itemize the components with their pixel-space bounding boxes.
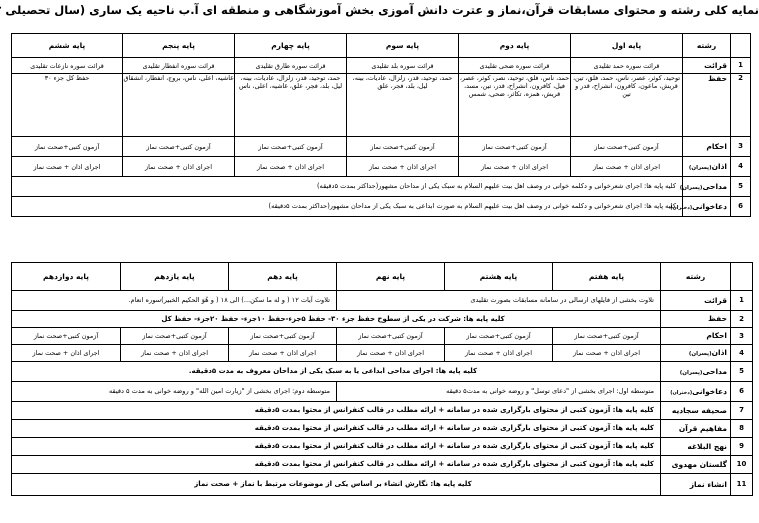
row-number: 5	[731, 362, 753, 382]
table-cell: اجرای اذان + صحت نماز	[445, 345, 553, 362]
field-name: اذان(پسران)	[683, 157, 731, 177]
table-cell: آزمون کتبی+صحت نماز	[553, 328, 661, 345]
field-name: دعاخوانی(دختران)	[683, 197, 731, 217]
merged-cell: کلیه پایه ها: آزمون کتبی از محتوای بارگزاری شده در سامانه + ارائه مطلب در قالب کنفرانس از محتوا بمدت ۵دقیقه	[12, 438, 661, 456]
merged-cell: کلیه پایه ها: نگارش انشاء بر اساس یکی از موضوعات مرتبط با نماز + صحت نماز	[12, 474, 661, 496]
merged-cell: کلیه پایه ها: اجرای مداحی ابداعی یا به سبک یکی از مداحان معروف به مدت ۵دقیقه.	[12, 362, 661, 382]
row-number: 2	[731, 311, 753, 328]
merged-cell: کلیه پایه ها: اجرای شعرخوانی و دکلمه خوانی در وصف اهل بیت علیهم السلام به صورت ابداعی به سبک یکی از مداحان مشهور(حداکثر بمدت ۵دقیقه)	[12, 197, 683, 217]
col-header-grade-6: پایه ششم	[12, 34, 123, 58]
field-name: صحیفه سجادیه	[661, 402, 731, 420]
table-cell: قرائت سوره انفطار تقلیدی	[123, 58, 235, 74]
table-row	[12, 402, 753, 420]
field-name: اذان(پسران)	[661, 345, 731, 362]
table-cell: قرائت سوره بلد تقلیدی	[347, 58, 459, 74]
table-cell: قرائت سوره طارق تقلیدی	[235, 58, 347, 74]
merged-cell: متوسطه اول: اجرای بخشی از "دعای توسل" و روضه خوانی به مدت۵ دقیقه	[337, 382, 661, 402]
table-cell: آزمون کتبی+صحت نماز	[121, 328, 229, 345]
merged-cell: تلاوت آیات ۱۲ ( و له ما سکن...) الی ۱۸ ( و هُوَ الحکیم الخبیر)سوره انعام.	[12, 291, 337, 311]
table-cell: اجرای اذان + صحت نماز	[235, 157, 347, 177]
primary-grades-table	[11, 33, 751, 217]
col-header-field: رشته	[683, 34, 731, 58]
field-name: مداحی(پسران)	[683, 177, 731, 197]
table-row	[12, 474, 753, 496]
table-cell: حمد، ناس، فلق، توحید، نصر، کوثر، عصر، فیل، کافرون، انشراح، قدر، تین، مسد، قریش، همزه، تکاثر، ضحی، شمس	[459, 74, 571, 137]
table-row	[12, 382, 753, 402]
row-number: 6	[731, 197, 751, 217]
field-name: گلستان مهدوی	[661, 456, 731, 474]
merged-cell: تلاوت بخشی از فایلهای ارسالی در سامانه مسابقات بصورت تقلیدی	[337, 291, 661, 311]
col-header-grade-11: پایه یازدهم	[121, 263, 229, 291]
table-row	[12, 345, 753, 362]
col-header-field: رشته	[661, 263, 731, 291]
table-cell: حفظ کل جزء ۳۰	[12, 74, 123, 137]
col-header-number	[731, 34, 751, 58]
row-number: 10	[731, 456, 753, 474]
table-cell: قرائت سوره نازعات تقلیدی	[12, 58, 123, 74]
table-cell: اجرای اذان + صحت نماز	[553, 345, 661, 362]
field-name: قرائت	[661, 291, 731, 311]
table-cell: حمد، توحید، قدر، زلزال، عادیات، بینه، لیل، بلد، فجر، علق	[347, 74, 459, 137]
col-header-grade-10: پایه دهم	[229, 263, 337, 291]
row-number: 9	[731, 438, 753, 456]
merged-cell: کلیه پایه ها: آزمون کتبی از محتوای بارگزاری شده در سامانه + ارائه مطلب در قالب کنفرانس از محتوا بمدت ۵دقیقه	[12, 456, 661, 474]
table-cell: اجرای اذان + صحت نماز	[337, 345, 445, 362]
row-number: 5	[731, 177, 751, 197]
table-header-row	[12, 263, 753, 291]
table-cell: آزمون کتبی+صحت نماز	[347, 137, 459, 157]
row-number: 8	[731, 420, 753, 438]
table-row	[12, 311, 753, 328]
merged-cell: کلیه پایه ها: آزمون کتبی از محتوای بارگزاری شده در سامانه + ارائه مطلب در قالب کنفرانس از محتوا بمدت ۵دقیقه	[12, 402, 661, 420]
row-number: 2	[731, 74, 751, 137]
field-name: مفاهیم قرآن	[661, 420, 731, 438]
row-number: 4	[731, 157, 751, 177]
table-row	[12, 362, 753, 382]
table-cell: اجرای اذان + صحت نماز	[123, 157, 235, 177]
row-number: 11	[731, 474, 753, 496]
field-name: نهج البلاغه	[661, 438, 731, 456]
field-name: مداحی(پسران)	[661, 362, 731, 382]
table-cell: آزمون کتبی+صحت نماز	[235, 137, 347, 157]
col-header-grade-5: پایه پنجم	[123, 34, 235, 58]
table-row	[12, 420, 753, 438]
table-cell: قرائت سوره ضحی تقلیدی	[459, 58, 571, 74]
col-header-grade-1: پایه اول	[571, 34, 683, 58]
table-cell: حمد، توحید، قدر، زلزال، عادیات، بینه، لیل، بلد، فجر، علق، غاشیه، اعلی، ناس	[235, 74, 347, 137]
table-cell: آزمون کتبی+صحت نماز	[12, 137, 123, 157]
col-header-number	[731, 263, 753, 291]
row-number: 4	[731, 345, 753, 362]
row-number: 6	[731, 382, 753, 402]
field-name: حفظ	[661, 311, 731, 328]
merged-cell: کلیه پایه ها: شرکت در یکی از سطوح حفظ جزء ۳۰- حفظ ۵جزء-حفظ ۱۰جزء- حفظ ۲۰جزء- حفظ کل	[12, 311, 661, 328]
table-row	[12, 438, 753, 456]
col-header-grade-8: پایه هشتم	[445, 263, 553, 291]
row-number: 7	[731, 402, 753, 420]
field-name: انشاء نماز	[661, 474, 731, 496]
table-cell: آزمون کتبی+صحت نماز	[229, 328, 337, 345]
table-cell: اجرای اذان + صحت نماز	[347, 157, 459, 177]
table-cell: اجرای اذان + صحت نماز	[229, 345, 337, 362]
row-number: 1	[731, 58, 751, 74]
col-header-grade-3: پایه سوم	[347, 34, 459, 58]
field-name: احکام	[661, 328, 731, 345]
table-row	[12, 456, 753, 474]
table-row	[12, 137, 751, 157]
table-cell: آزمون کتبی+صحت نماز	[445, 328, 553, 345]
table-cell: توحید، کوثر، عصر، ناس، حمد، فلق، تین، قریش، ماعون، کافرون، انشراح، قدر و تین	[571, 74, 683, 137]
merged-cell: کلیه پایه ها: آزمون کتبی از محتوای بارگزاری شده در سامانه + ارائه مطلب در قالب کنفرانس از محتوا بمدت ۵دقیقه	[12, 420, 661, 438]
table-cell: قرائت سوره حمد تقلیدی	[571, 58, 683, 74]
field-name: حفظ	[683, 74, 731, 137]
table-cell: آزمون کتبی+صحت نماز	[571, 137, 683, 157]
table-row	[12, 157, 751, 177]
row-number: 3	[731, 328, 753, 345]
row-number: 1	[731, 291, 753, 311]
table-header-row	[12, 34, 751, 58]
field-name: دعاخوانی(دختران)	[661, 382, 731, 402]
col-header-grade-2: پایه دوم	[459, 34, 571, 58]
col-header-grade-4: پایه چهارم	[235, 34, 347, 58]
table-row	[12, 58, 751, 74]
row-number: 3	[731, 137, 751, 157]
table-cell: اجرای اذان + صحت نماز	[12, 345, 121, 362]
table-cell: اجرای اذان + صحت نماز	[12, 157, 123, 177]
table-cell: غاشیه، اعلی، ناس، بروج، انفطار، انشقاق	[123, 74, 235, 137]
table-cell: آزمون کتبی+صحت نماز	[12, 328, 121, 345]
field-name: قرائت	[683, 58, 731, 74]
table-cell: اجرای اذان + صحت نماز	[571, 157, 683, 177]
table-row	[12, 177, 751, 197]
table-cell: اجرای اذان + صحت نماز	[459, 157, 571, 177]
table-row	[12, 74, 751, 137]
merged-cell: متوسطه دوم: اجرای بخشی از "زیارت امین الله" و روضه خوانی به مدت ۵ دقیقه	[12, 382, 337, 402]
col-header-grade-7: پایه هفتم	[553, 263, 661, 291]
table-cell: آزمون کتبی+صحت نماز	[123, 137, 235, 157]
table-cell: اجرای اذان + صحت نماز	[121, 345, 229, 362]
table-cell: آزمون کتبی+صحت نماز	[459, 137, 571, 157]
table-row	[12, 197, 751, 217]
merged-cell: کلیه پایه ها: اجرای شعرخوانی و دکلمه خوانی در وصف اهل بیت علیهم السلام به سبک یکی از مداحان مشهور(حداکثر بمدت ۵دقیقه)	[12, 177, 683, 197]
col-header-grade-9: پایه نهم	[337, 263, 445, 291]
col-header-grade-12: پایه دوازدهم	[12, 263, 121, 291]
table-row	[12, 291, 753, 311]
page-title: نمایه کلی رشته و محتوای مسابقات قرآن،نماز و عترت دانش آموزی بخش آموزشگاهی و منطقه ای آ.ب ناحیه یک ساری (سال تحصیلی	[5, 3, 759, 17]
secondary-grades-table	[11, 262, 753, 496]
table-cell: آزمون کتبی+صحت نماز	[337, 328, 445, 345]
table-row	[12, 328, 753, 345]
field-name: احکام	[683, 137, 731, 157]
